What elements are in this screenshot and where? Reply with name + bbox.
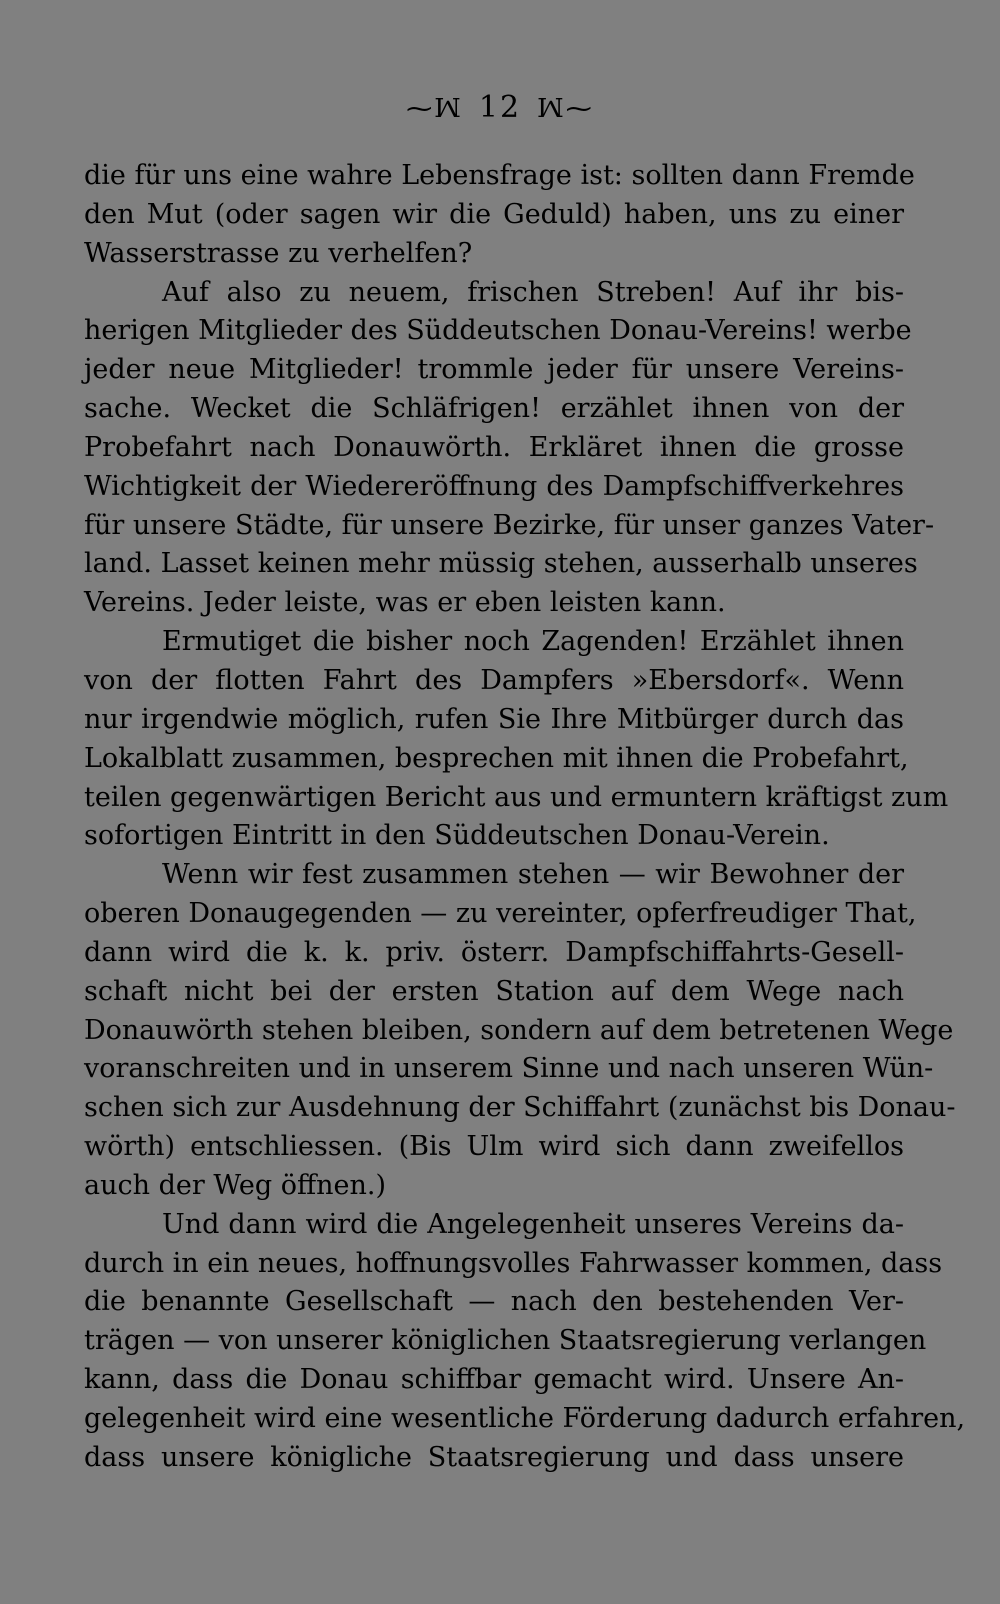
right-ornament-icon: ꟽ⁓ (537, 94, 594, 124)
text-line: oberen Donaugegenden — zu vereinter, opferfreudiger That, (84, 898, 917, 930)
text-line: Wichtigkeit der Wiedereröffnung des Dampfschiffverkehres (84, 470, 904, 502)
text-line: Wasserstrasse zu verhelfen? (84, 237, 473, 269)
text-line: land. Lasset keinen mehr müssig stehen, ausserhalb unseres (84, 548, 918, 580)
text-line: die für uns eine wahre Lebensfrage ist: sollten dann Fremde (84, 160, 915, 191)
text-line: kann, dass die Donau schiffbar gemacht wird. Unsere An- (84, 1364, 904, 1396)
text-line: Donauwörth stehen bleiben, sondern auf dem betretenen Wege (84, 1014, 954, 1046)
text-line: Probefahrt nach Donauwörth. Erkläret ihnen die grosse (84, 431, 904, 463)
text-line: herigen Mitglieder des Süddeutschen Donau-Vereins! werbe (84, 315, 912, 347)
text-line: von der flotten Fahrt des Dampfers »Ebersdorf«. Wenn (84, 664, 904, 696)
text-line: Ermutiget die bisher noch Zagenden! Erzählet ihnen (162, 626, 904, 658)
text-line: Und dann wird die Angelegenheit unseres Vereins da- (162, 1208, 904, 1240)
text-line: dass unsere königliche Staatsregierung und dass unsere (84, 1441, 904, 1473)
text-line: schen sich zur Ausdehnung der Schiffahrt (zunächst bis Donau- (84, 1092, 956, 1124)
text-line: sache. Wecket die Schläfrigen! erzählet ihnen von der (84, 393, 904, 425)
text-line: durch in ein neues, hoffnungsvolles Fahrwasser kommen, dass (84, 1247, 943, 1279)
text-line: Lokalblatt zusammen, besprechen mit ihnen die Probefahrt, (84, 742, 909, 774)
page-header (0, 90, 1000, 125)
text-line: dann wird die k. k. priv. österr. Dampfschiffahrts-Gesell- (84, 936, 904, 968)
text-line: Auf also zu neuem, frischen Streben! Auf ihr bis- (162, 276, 904, 308)
text-line: wörth) entschliessen. (Bis Ulm wird sich dann zweifellos (84, 1131, 904, 1163)
text-line: auch der Weg öffnen.) (84, 1169, 387, 1201)
body-text (84, 157, 966, 1478)
text-line: den Mut (oder sagen wir die Geduld) haben, uns zu einer (84, 198, 904, 230)
text-line: die benannte Gesellschaft — nach den bestehenden Ver- (84, 1286, 904, 1318)
text-line: schaft nicht bei der ersten Station auf dem Wege nach (84, 975, 904, 1007)
text-line: gelegenheit wird eine wesentliche Förderung dadurch erfahren, (84, 1403, 966, 1434)
text-line: Wenn wir fest zusammen stehen — wir Bewohner der (162, 859, 904, 891)
page-number: 12 (478, 90, 522, 125)
text-line: voranschreiten und in unserem Sinne und nach unseren Wün- (84, 1053, 934, 1085)
text-line: trägen — von unserer königlichen Staatsregierung verlangen (84, 1325, 927, 1357)
text-line: teilen gegenwärtigen Bericht aus und ermuntern kräftigst zum (84, 781, 949, 813)
text-line: für unsere Städte, für unsere Bezirke, für unser ganzes Vater- (84, 509, 935, 541)
text-line: nur irgendwie möglich, rufen Sie Ihre Mitbürger durch das (84, 703, 904, 735)
text-line: jeder neue Mitglieder! trommle jeder für unsere Vereins- (84, 354, 904, 386)
left-ornament-icon: ⁓ꟽ (406, 94, 463, 124)
text-line: Vereins. Jeder leiste, was er eben leisten kann. (84, 587, 726, 619)
text-line: sofortigen Eintritt in den Süddeutschen Donau-Verein. (84, 820, 830, 852)
